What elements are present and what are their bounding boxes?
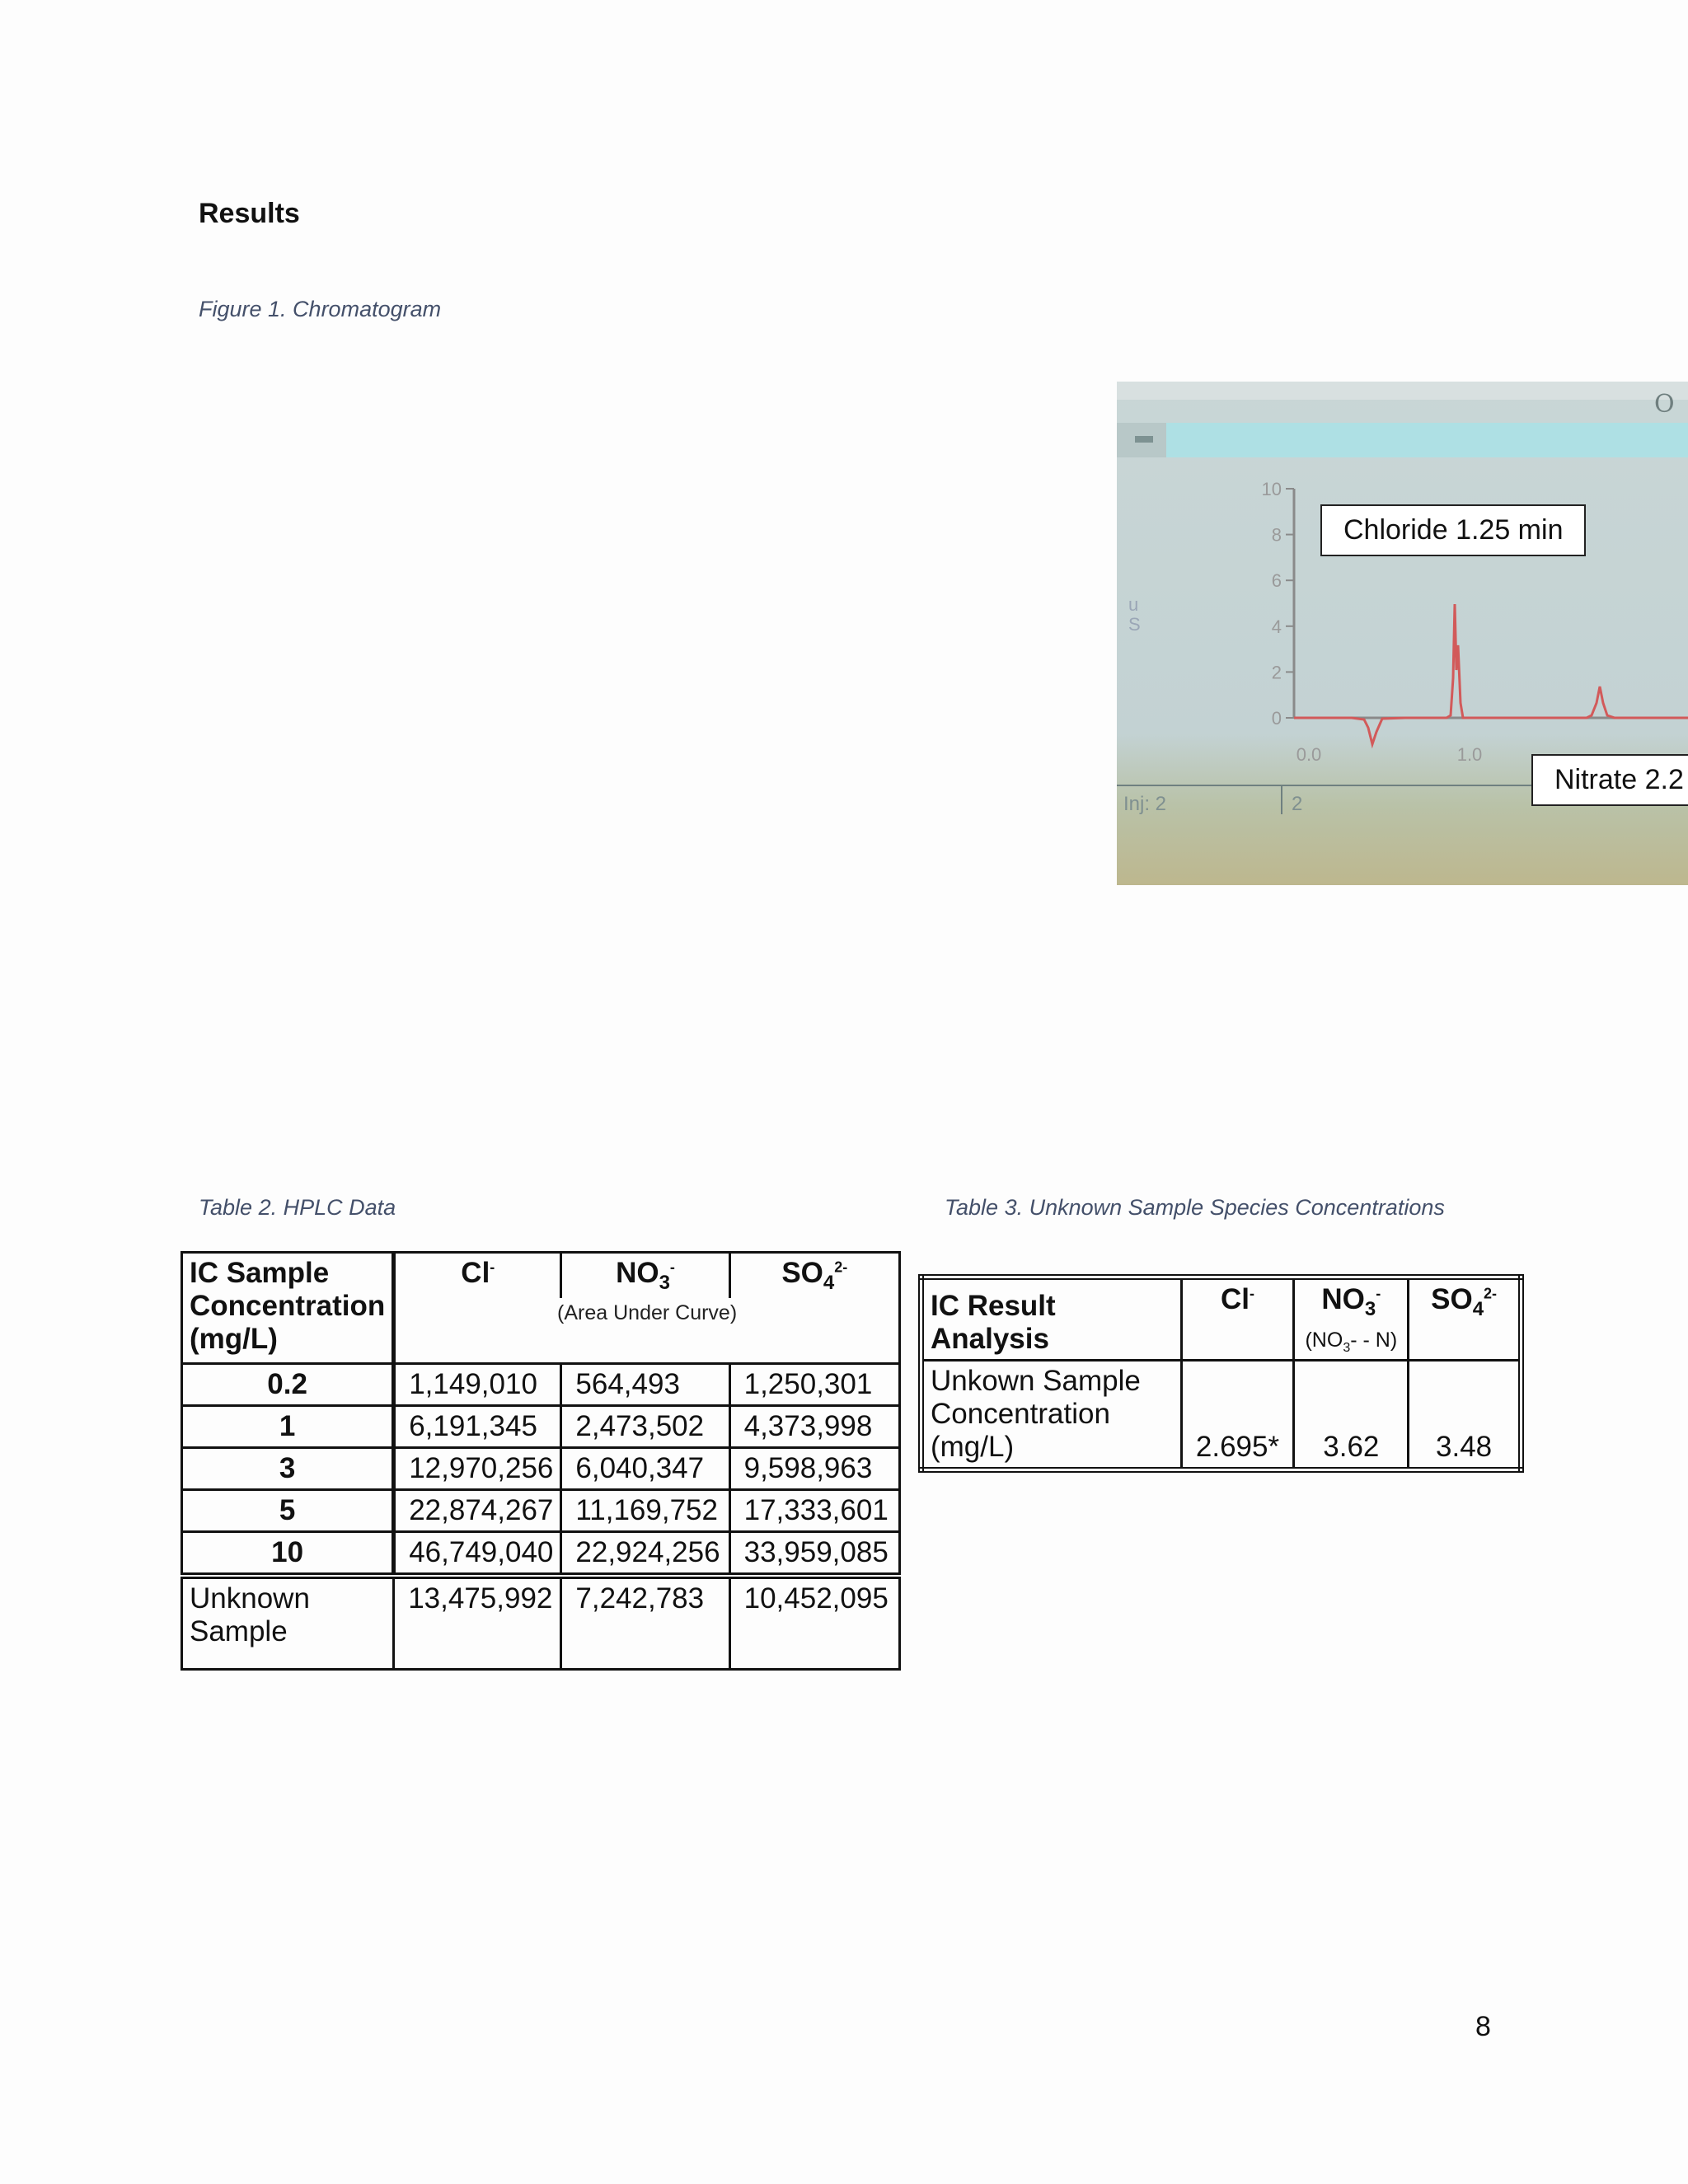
table-cell: 3.62 [1294,1361,1409,1470]
screen-title-bar [1166,423,1688,457]
y-tick-label: 10 [1261,479,1282,499]
table-cell: 3 [182,1448,394,1490]
table-row [182,1490,900,1532]
table-cell: 10 [182,1532,394,1577]
screen-top-strip [1117,382,1688,400]
analysis-header: IC Result Analysis [921,1277,1182,1361]
page-number: 8 [1475,2011,1491,2042]
table-cell: 2,473,502 [561,1406,729,1448]
table-cell: 12,970,256 [394,1448,561,1490]
no3-nitrogen-note: $(NO_3- - N)$ [1305,1329,1398,1355]
table-cell: 13,475,992 [394,1576,561,1670]
table-cell: Unknown Sample [182,1576,394,1670]
table-cell: Unkown Sample Concentration (mg/L) [921,1361,1182,1470]
table-row [182,1532,900,1577]
table-cell: 3.48 [1409,1361,1522,1470]
nitrate-label: Nitrate 2.2 [1531,754,1688,806]
table-cell: 1 [182,1406,394,1448]
table-cell: 7,242,783 [561,1576,729,1670]
corner-char: O [1654,390,1675,419]
table-cell: 46,749,040 [394,1532,561,1577]
inj-value: 2 [1292,793,1303,815]
y-tick-label: 6 [1271,570,1282,592]
table2-caption: Table 2. HPLC Data [199,1195,396,1220]
table-cell: 1,250,301 [729,1364,899,1406]
sample-concentration-header: IC Sample Concentration (mg/L) [182,1253,394,1364]
table-cell: 6,191,345 [394,1406,561,1448]
table2-unknown-row [182,1576,900,1670]
x-ticks [1296,744,1483,765]
table-cell: 2.695* [1181,1361,1294,1470]
no3-header: $NO_3^-$ [561,1253,729,1299]
inj-label: Inj: 2 [1123,793,1167,815]
unknown-concentration-table [918,1274,1524,1473]
table3-data-row [921,1361,1522,1470]
y-tick-label: 4 [1271,616,1282,637]
table-cell: 33,959,085 [729,1532,899,1577]
no3-header: $NO_3^-$ $(NO_3- - N)$ [1294,1277,1409,1361]
chloride-label: Chloride 1.25 min [1320,504,1586,556]
table-cell: 5 [182,1490,394,1532]
table-cell: 9,598,963 [729,1448,899,1490]
y-tick-label: 2 [1271,662,1282,683]
y-tick-label: 0 [1271,708,1282,729]
table-cell: 17,333,601 [729,1490,899,1532]
y-ticks [1262,479,1294,729]
area-under-curve-label: (Area Under Curve) [394,1298,900,1364]
table-cell: 22,874,267 [394,1490,561,1532]
cl-header: Cl- [1181,1277,1294,1361]
so4-header: $SO_4^{2-}$ [1409,1277,1522,1361]
chromatogram-trace [1294,604,1688,744]
hplc-data-table [181,1251,901,1671]
table-row [182,1364,900,1406]
x-tick-label: 0.0 [1296,744,1322,765]
table-cell: 6,040,347 [561,1448,729,1490]
table-cell: 10,452,095 [729,1576,899,1670]
table-cell: 0.2 [182,1364,394,1406]
chromatogram-plot [1117,382,1688,885]
table-cell: 4,373,998 [729,1406,899,1448]
table-cell: 22,924,256 [561,1532,729,1577]
chromatogram-image [1117,382,1688,885]
cl-header: Cl- [394,1253,561,1299]
table-cell: 564,493 [561,1364,729,1406]
table2-header-row [182,1253,900,1299]
table-cell: 1,149,010 [394,1364,561,1406]
section-heading: Results [199,198,300,229]
y-tick-label: 8 [1271,524,1282,546]
y-axis-unit-1: u [1128,594,1139,615]
table-row [182,1448,900,1490]
table-row [182,1406,900,1448]
table3-header-row [921,1277,1522,1361]
so4-header: $SO_4^{2-}$ [729,1253,899,1299]
y-axis-unit-2: S [1128,614,1141,635]
screen-bar-mark [1135,436,1153,443]
x-tick-label: 1.0 [1456,744,1483,765]
table-cell: 11,169,752 [561,1490,729,1532]
table3-caption: Table 3. Unknown Sample Species Concentrations [945,1195,1445,1220]
figure-caption: Figure 1. Chromatogram [199,297,442,321]
